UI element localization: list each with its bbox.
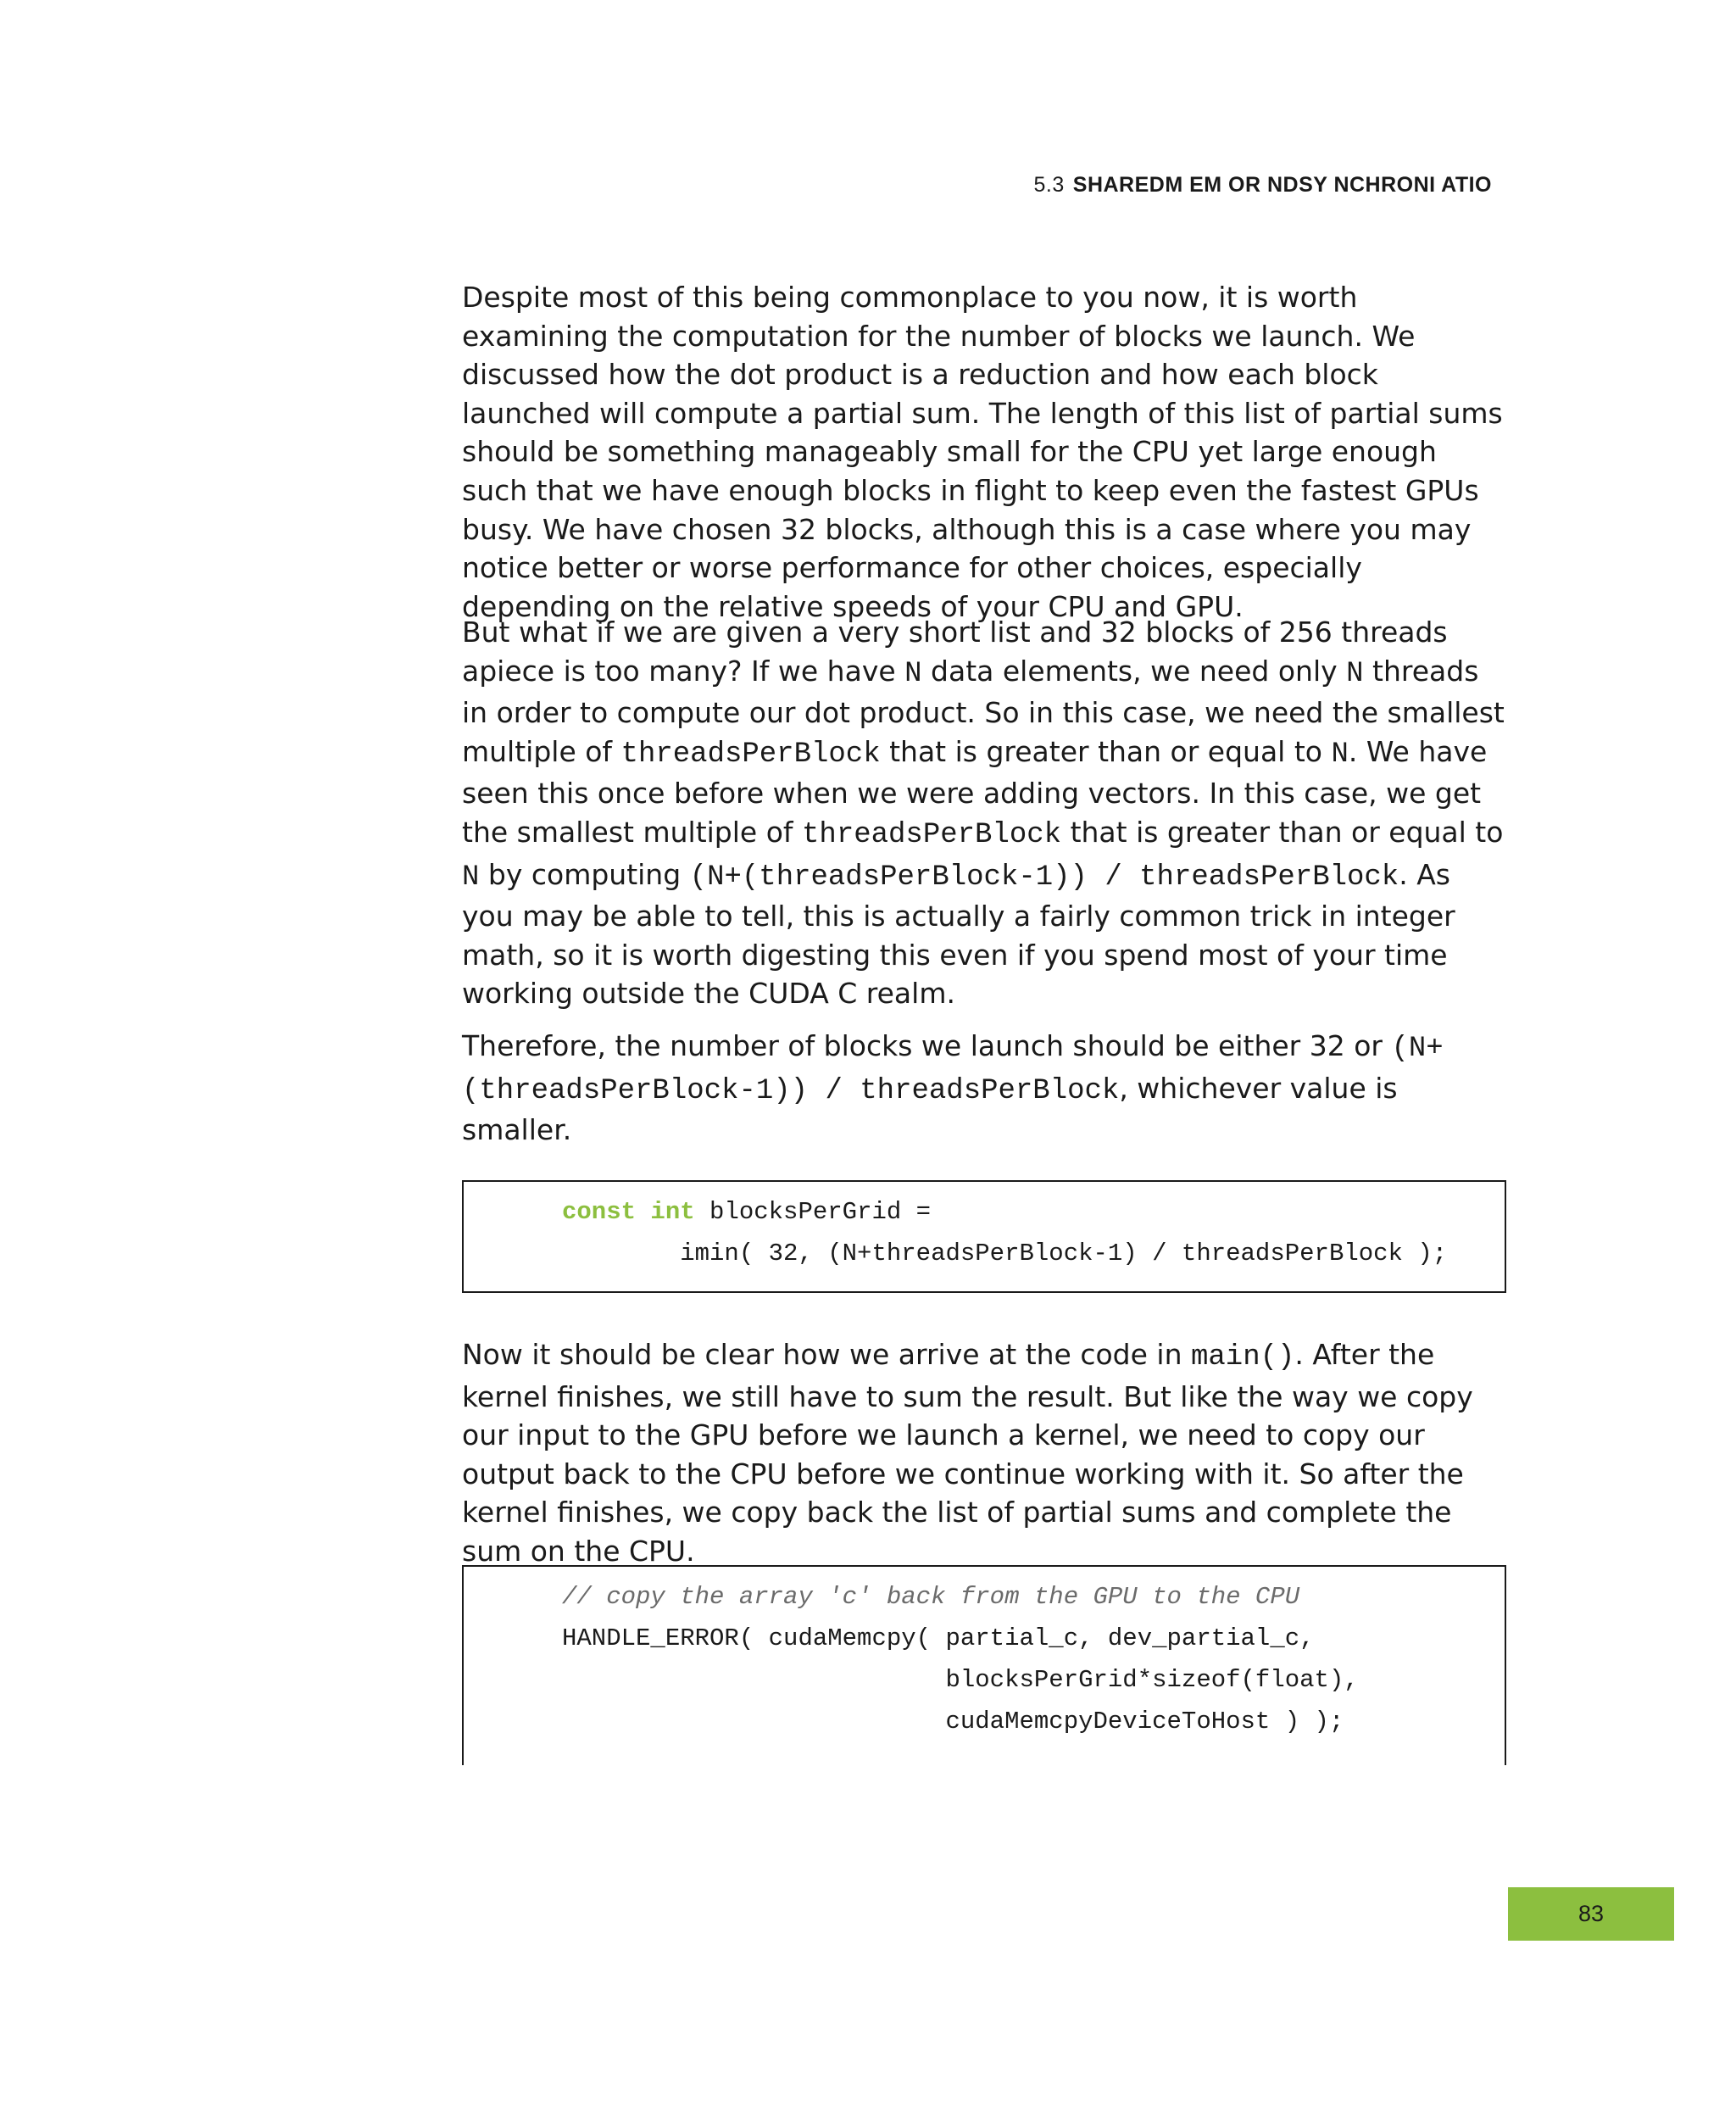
text-run: . We have seen this once before when we were adding vectors. In this case, we get the smallest multiple of [462, 734, 1488, 849]
text-run: But what if we are given a very short list and 32 blocks of 256 threads apiece is too many? If we have [462, 616, 1448, 688]
paragraph-main-code [462, 1335, 1505, 1571]
code-line: imin( 32, (N+threadsPerBlock-1) / threadsPerBlock ); [562, 1240, 1448, 1268]
keyword-int: int [650, 1198, 695, 1226]
code-line: blocksPerGrid*sizeof(float), [562, 1666, 1359, 1694]
inline-code: N [1331, 738, 1349, 771]
running-header [1017, 173, 1492, 203]
code-line: HANDLE_ERROR( cudaMemcpy( partial_c, dev_partial_c, [562, 1624, 1315, 1652]
section-title: SHAREDM EM OR NDSY NCHRONI ATIO [1072, 173, 1492, 197]
section-number: 5.3 [1033, 173, 1065, 197]
code-listing-blocks-per-grid [462, 1180, 1506, 1293]
inline-code: (N+(threadsPerBlock-1)) / threadsPerBlock [462, 1033, 1444, 1107]
text-run: . After the kernel finishes, we still have to sum the result. But like the way we copy our input to the GPU before we launch a kernel, we need to copy our output back to the CPU before we continue working with it. So after the kernel finishes, we copy back the list of partial sums and complete the sum on the CPU. [462, 1338, 1473, 1568]
text-run: data elements, we need only [921, 654, 1347, 688]
inline-code: (N+(threadsPerBlock-1)) / threadsPerBlock [689, 861, 1399, 894]
paragraph-blocks-computation: Despite most of this being commonplace to you now, it is worth examining the computation for the number of blocks we launch. We discussed how the dot product is a reduction and how each block launched will compute a partial sum. The length of this list of partial sums should be something manageably small for the CPU yet large enough such that we have enough blocks in flight to keep even the fastest GPUs busy. We have chosen 32 blocks, although this is a case where you may notice better or worse performance for other choices, especially depending on the relative speeds of your CPU and GPU. [462, 281, 1503, 623]
code-text: blocksPerGrid = [694, 1198, 932, 1226]
text-run: that is greater than or equal to [1061, 815, 1504, 849]
inline-code: N [1346, 657, 1364, 690]
text-run: , whichever value is smaller. [462, 1071, 1398, 1147]
code-listing-copy-back [462, 1565, 1506, 1765]
text-run: . As you may be able to tell, this is actually a fairly common trick in integer math, so it is worth digesting this even if you spend most of your time working outside the CUDA C realm. [462, 857, 1455, 1011]
paragraph-therefore [462, 1027, 1505, 1150]
inline-code: threadsPerBlock [802, 818, 1062, 851]
inline-code: N [462, 861, 480, 894]
inline-code: threadsPerBlock [620, 738, 881, 771]
code-line: cudaMemcpyDeviceToHost ) ); [562, 1708, 1344, 1736]
code-line [562, 1197, 931, 1228]
text-run: threads in order to compute our dot product. So in this case, we need the smallest multiple of [462, 654, 1505, 768]
text-run: by computing [479, 857, 690, 891]
inline-code: main() [1190, 1341, 1295, 1373]
paragraph-short-list [462, 613, 1505, 1013]
text-run: that is greater than or equal to [880, 734, 1332, 768]
keyword-const: const [562, 1198, 637, 1226]
text-run: Now it should be clear how we arrive at the code in [462, 1338, 1191, 1371]
code-comment: // copy the array 'c' back from the GPU to the CPU [562, 1583, 1300, 1611]
page-number: 83 [1577, 1901, 1605, 1926]
inline-code: N [904, 657, 922, 690]
text-run: Therefore, the number of blocks we launch should be either 32 or [462, 1029, 1392, 1062]
page-number-tab [1508, 1887, 1674, 1941]
